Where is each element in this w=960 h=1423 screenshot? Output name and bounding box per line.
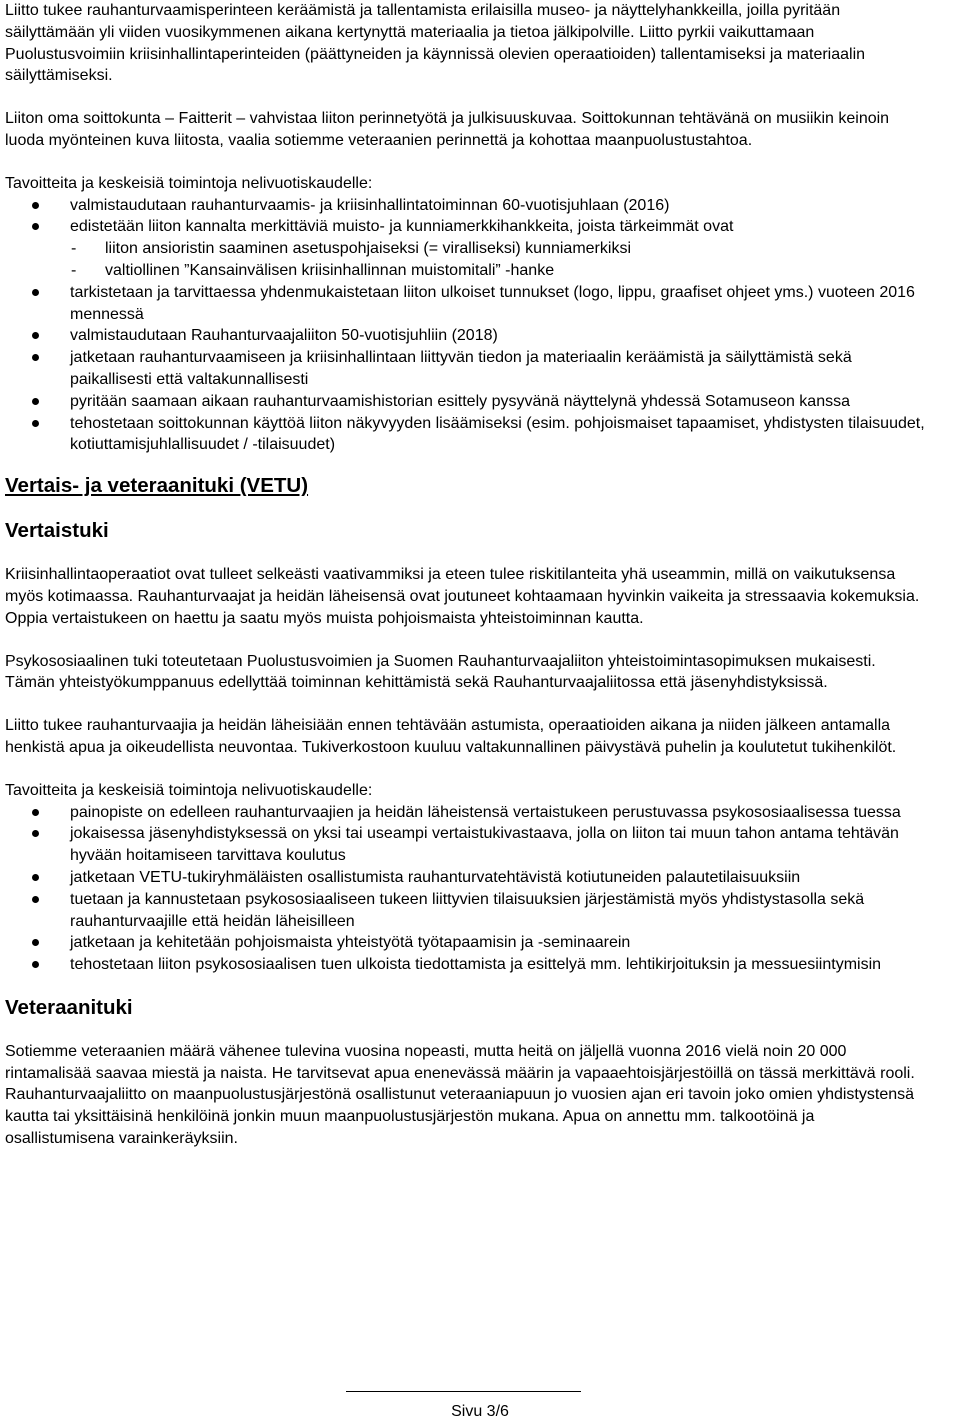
bullet-icon — [32, 332, 39, 339]
sub-list-item: - liiton ansioristin saaminen asetuspohjaiseksi (= viralliseksi) kunniamerkiksi — [5, 238, 925, 260]
paragraph-psychosocial: Psykososiaalinen tuki toteutetaan Puolustusvoimien ja Suomen Rauhanturvaajaliiton yhteistoimintasopimuksen mukaisesti. Tämän yhteistyökumppanuus edellyttää toiminnan kehittämistä sekä Rauhanturvaajaliitossa että jäsenyhdistyksissä. — [5, 652, 876, 692]
list-item: edistetään liiton kannalta merkittäviä muisto- ja kunniamerkkihankkeita, joista tärkeimmät ovat - liiton ansioristin saaminen asetuspohjaiseksi (= viralliseksi) kunniamerkiksi - valtiollinen ”Kansainvälisen kriisinhallinnan muistomitali” -hanke — [5, 216, 925, 281]
bullet-icon — [32, 420, 39, 427]
sub-list-item: - valtiollinen ”Kansainvälisen kriisinhallinnan muistomitali” -hanke — [5, 260, 925, 282]
list-item: jatketaan rauhanturvaamiseen ja kriisinhallintaan liittyvän tiedon ja materiaalin keräämistä ja säilyttämistä sekä paikallisesti että valtakunnallisesti — [5, 347, 925, 391]
list-item: jokaisessa jäsenyhdistyksessä on yksi tai useampi vertaistukivastaava, jolla on liiton tai muun tahon antama tehtävän hyvään hoitamiseen tarvittava koulutus — [5, 823, 925, 867]
bullet-icon — [32, 830, 39, 837]
footer-rule — [346, 1391, 581, 1392]
bullet-icon — [32, 202, 39, 209]
dash-icon: - — [71, 261, 77, 279]
list-item: tuetaan ja kannustetaan psykososiaaliseen tukeen liittyvien tilaisuuksien järjestämistä myös yhdistystasolla sekä rauhanturvaajille että heidän läheisilleen — [5, 889, 925, 933]
list-item: tehostetaan soittokunnan käyttöä liiton näkyvyyden lisäämiseksi (esim. pohjoismaiset tapaamiset, yhdistysten tilaisuudet, kotiuttamisjuhlallisuudet / -tilaisuudet) — [5, 413, 925, 457]
list-item: valmistaudutaan rauhanturvaamis- ja kriisinhallintatoiminnan 60-vuotisjuhlaan (2016) — [5, 195, 925, 217]
bullet-icon — [32, 874, 39, 881]
goals-list-peer — [5, 802, 925, 976]
list-item: painopiste on edelleen rauhanturvaajien ja heidän läheistensä vertaistukeen perustuvassa psykososiaalisessa tuessa — [5, 802, 925, 824]
document-page — [5, 0, 925, 1150]
bullet-icon — [32, 961, 39, 968]
list-item: pyritään saamaan aikaan rauhanturvaamishistorian esittely pysyvänä näyttelynä yhdessä Sotamuseon kanssa — [5, 391, 925, 413]
section-heading-veteraanituki: Veteraanituki — [5, 995, 133, 1019]
dash-icon: - — [71, 240, 77, 258]
list-item: jatketaan ja kehitetään pohjoismaista yhteistyötä työtapaamisin ja -seminaarein — [5, 932, 925, 954]
paragraph-heritage: Liitto tukee rauhanturvaamisperinteen keräämistä ja tallentamista erilaisilla museo- ja näyttelyhankkeilla, joilla pyritään säilyttämään yli viiden vuosikymmenen aikana kertynyttä materiaalia ja tietoa jälkipolville. Liitto pyrkii vaikuttamaan Puolustusvoimiin kriisinhallintaperinteiden (päättyneiden ja käynnissä olevien operaatioiden) tallentamiseksi ja materiaalin säilyttämiseksi. — [5, 2, 866, 85]
paragraph-support: Liitto tukee rauhanturvaajia ja heidän läheisiään ennen tehtävään astumista, operaatioiden aikana ja niiden jälkeen antamalla henkistä apua ja oikeudellista neuvontaa. Tukiverkostoon kuuluu valtakunnallinen päivystävä puhelin ja koulutetut tukihenkilöt. — [5, 717, 897, 756]
list-item: valmistaudutaan Rauhanturvaajaliiton 50-vuotisjuhliin (2018) — [5, 325, 925, 347]
list-item: tarkistetaan ja tarvittaessa yhdenmukaistetaan liiton ulkoiset tunnukset (logo, lippu, graafiset ohjeet yms.) vuoteen 2016 mennessä — [5, 282, 925, 326]
paragraph-veterans: Sotiemme veteraanien määrä vähenee tulevina vuosina nopeasti, mutta heitä on jäljellä vuonna 2016 vielä noin 20 000 rintamalisää saavaa miestä ja naista. He tarvitsevat apua enenevässä määrin ja vapaaehtoisjärjestöillä on tässä merkittävä rooli. Rauhanturvaajaliitto on maanpuolustusjärjestönä osallistunut veteraaniapuun jo vuosien ajan eri tavoin joko omien yhdistystensä kautta tai yksittäisinä henkilöinä jonkin muun maanpuolustusjärjestön mukana. Apua on annettu mm. talkootöinä ja osallistumisena varainkeräyksiin. — [5, 1042, 915, 1148]
paragraph-band: Liiton oma soittokunta – Faitterit – vahvistaa liiton perinnetyötä ja julkisuuskuvaa. Soittokunnan tehtävänä on musiikin keinoin luoda myönteinen kuva liitosta, vaalia sotiemme veteraanien perinnettä ja kohottaa maanpuolustustahtoa. — [5, 110, 890, 149]
bullet-icon — [32, 896, 39, 903]
goals-list-heritage — [5, 195, 925, 457]
bullet-icon — [32, 223, 39, 230]
bullet-icon — [32, 809, 39, 816]
goals-intro-heritage: Tavoitteita ja keskeisiä toimintoja nelivuotiskaudelle: — [5, 174, 373, 192]
section-heading-vertaistuki: Vertaistuki — [5, 519, 109, 543]
bullet-icon — [32, 354, 39, 361]
bullet-icon — [32, 939, 39, 946]
section-heading-vetu: Vertais- ja veteraanituki (VETU) — [5, 474, 309, 498]
bullet-icon — [32, 398, 39, 405]
page-number: Sivu 3/6 — [451, 1403, 509, 1420]
bullet-icon — [32, 289, 39, 296]
list-item: tehostetaan liiton psykososiaalisen tuen ulkoista tiedottamista ja esittelyä mm. lehtikirjoituksin ja messuesiintymisin — [5, 954, 925, 976]
list-item: jatketaan VETU-tukiryhmäläisten osallistumista rauhanturvatehtävistä kotiutuneiden palautetilaisuuksiin — [5, 867, 925, 889]
goals-intro-peer: Tavoitteita ja keskeisiä toimintoja nelivuotiskaudelle: — [5, 781, 373, 799]
paragraph-crisis: Kriisinhallintaoperaatiot ovat tulleet selkeästi vaativammiksi ja eteen tulee riskitilanteita yhä useammin, millä on vaikutuksensa myös kotimaassa. Rauhanturvaajat ja heidän läheisensä ovat joutuneet kohtaamaan hyvinkin vaikeita ja stressaavia kokemuksia. Oppia vertaistukeen on haettu ja saatu myös muista pohjoismaista yhteistoiminnan kautta. — [5, 566, 920, 627]
sub-list — [5, 238, 925, 282]
